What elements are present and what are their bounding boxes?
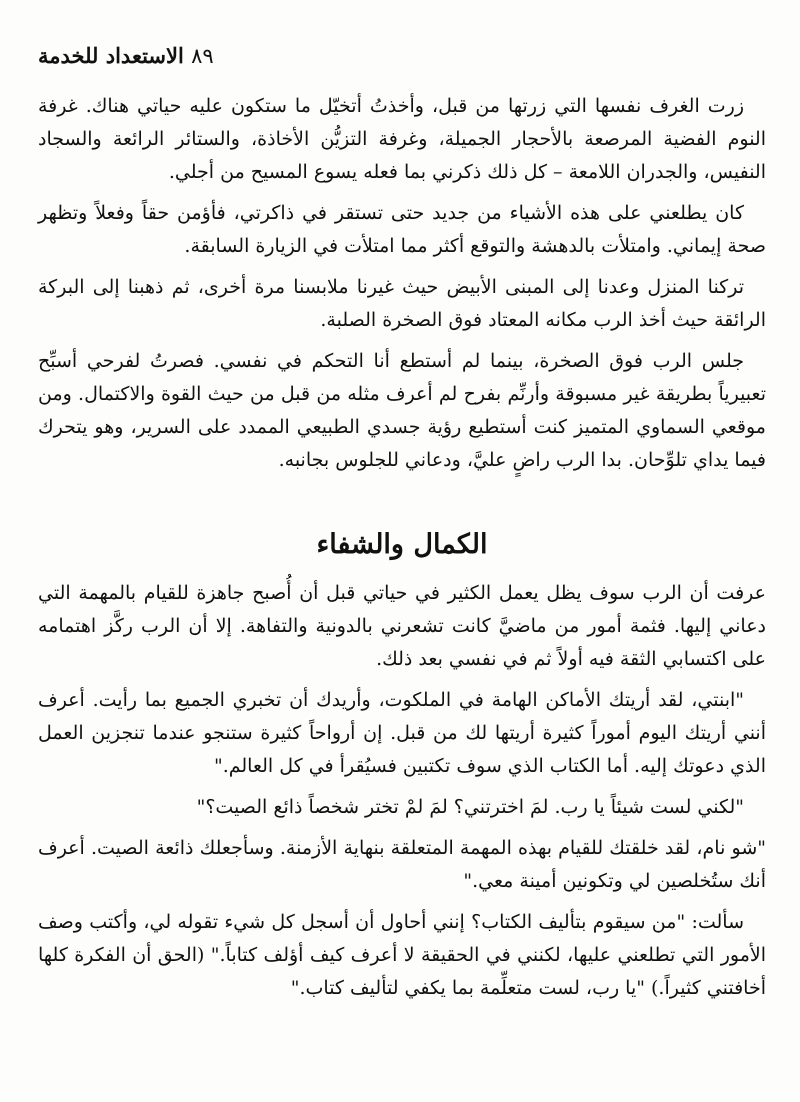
paragraph-mission: عرفت أن الرب سوف يظل يعمل الكثير في حياتي قبل أن أُصبح جاهزة للقيام بالمهمة التي دعاني إليها. فثمة أمور من ماضيَّ كانت تشعرني بالدونية والتفاهة. إلا أن الرب ركَّز اهتمامه على اكتسابي الثقة فيه أولاً ثم في نفسي بعد ذلك.: [38, 582, 766, 670]
running-header: [38, 38, 766, 74]
paragraph-rooms: زرت الغرف نفسها التي زرتها من قبل، وأخذتُ أتخيّل ما ستكون عليه حياتي هناك. غرفة النوم الفضية المرصعة بالأحجار الجميلة، وغرفة التزيُّن الأخاذة، والستائر الرائعة والسجاد النفيس، والجدران اللامعة – كل ذلك ذكرني بما فعله يسوع المسيح من أجلي.: [38, 95, 766, 183]
paragraph-quote-why-me: "لكني لست شيئاً يا رب. لمَ اخترتني؟ لمَ لمْ تختر شخصاً ذائع الصيت؟": [196, 796, 744, 818]
running-title: الاستعداد للخدمة: [38, 43, 184, 68]
page-body: [38, 90, 766, 1013]
paragraph-memory: كان يطلعني على هذه الأشياء من جديد حتى تستقر في ذاكرتي، فأؤمن حقاً وفعلاً وتظهر صحة إيماني. وامتلأت بالدهشة والتوقع أكثر مما امتلأت في الزيارة السابقة.: [38, 202, 766, 257]
paragraph-quote-end-times: "شو نام، لقد خلقتك للقيام بهذه المهمة المتعلقة بنهاية الأزمنة. وسأجعلك ذائعة الصيت. أعرف أنك ستُخلصين لي وتكونين أمينة معي.": [38, 837, 766, 892]
paragraph-rock: جلس الرب فوق الصخرة، بينما لم أستطع أنا التحكم في نفسي. فصرتُ لفرحي أسبِّح تعبيرياً بطريقة غير مسبوقة وأرنِّم بفرح لم أعرف مثله من قبل من حيث القوة والاكتمال. ومن موقعي السماوي المتميز كنت أستطيع رؤية جسدي الطبيعي الممدد على السرير، وهو يتحرك فيما يداي تلوِّحان. بدا الرب راضٍ عليَّ، ودعاني للجلوس بجانبه.: [38, 350, 766, 471]
paragraph-quote-kingdom: "ابنتي، لقد أريتك الأماكن الهامة في الملكوت، وأريدك أن تخبري الجميع بما رأيت. أعرف أنني أريتك اليوم أموراً كثيرة أريتها لك من قبل. إن أرواحاً كثيرة ستنجو عندما تنجزين العمل الذي دعوتك إليه. أما الكتاب الذي سوف تكتبين فسيُقرأ في كل العالم.": [38, 689, 766, 777]
paragraph-question-book: سألت: "من سيقوم بتأليف الكتاب؟ إنني أحاول أن أسجل كل شيء تقوله لي، وأكتب وصف الأمور التي تطلعني عليها، لكنني في الحقيقة لا أعرف كيف أؤلف كتاباً." (الحق أن الفكرة كلها أخافتني كثيراً.) "يا رب، لست متعلِّمة بما يكفي لتأليف كتاب.": [38, 911, 766, 999]
section-heading: الكمال والشفاء: [316, 529, 488, 560]
paragraph-white-building: تركنا المنزل وعدنا إلى المبنى الأبيض حيث غيرنا ملابسنا مرة أخرى، ثم ذهبنا إلى البركة الرائقة حيث أخذ الرب مكانه المعتاد فوق الصخرة الصلبة.: [38, 276, 766, 331]
page-number: ٨٩: [191, 44, 214, 68]
